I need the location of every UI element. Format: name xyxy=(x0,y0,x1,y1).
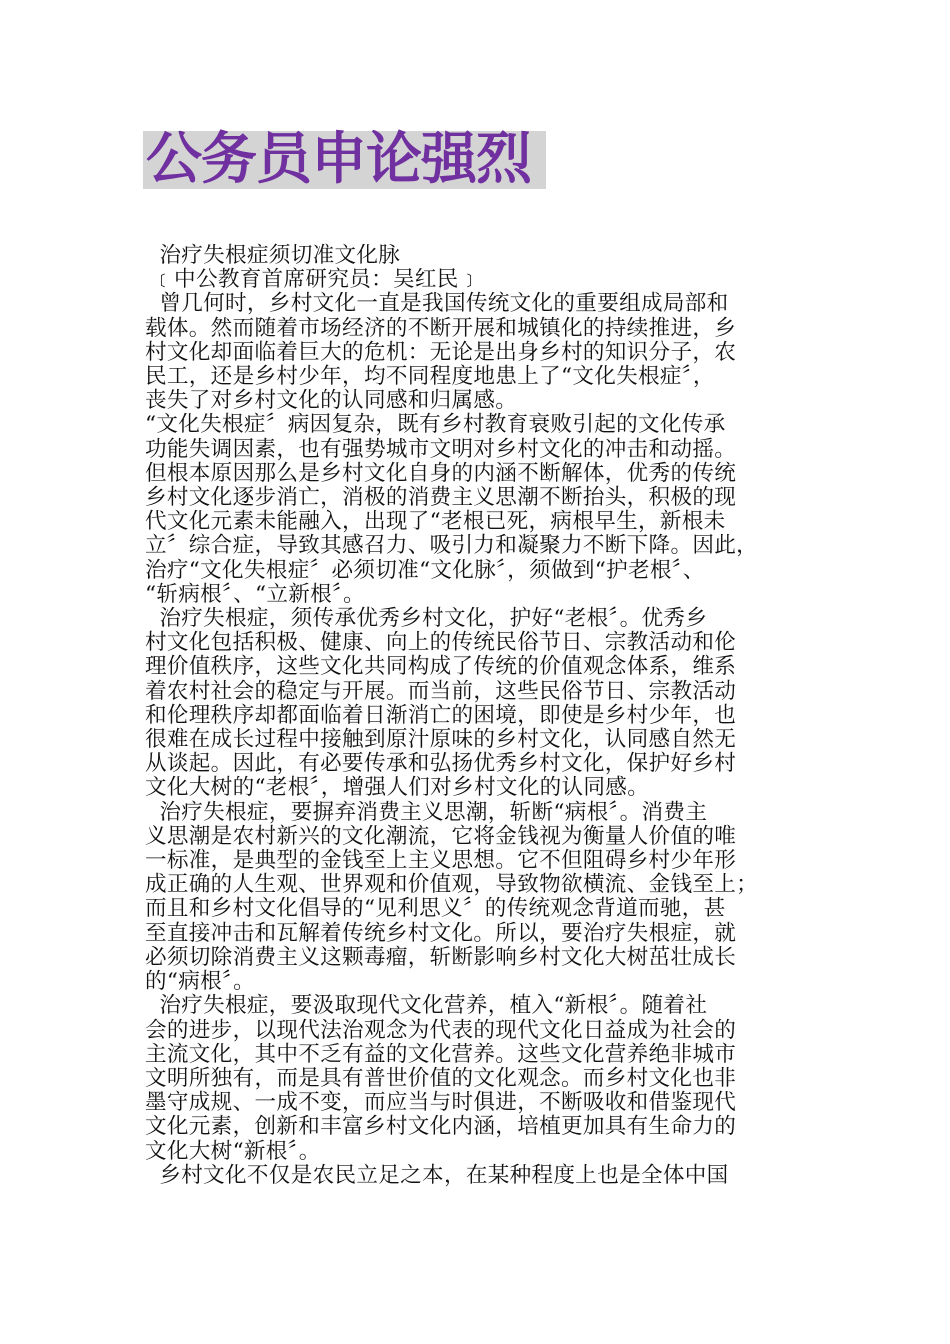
body-line: 乡村文化不仅是农民立足之本，在某种程度上也是全体中国 xyxy=(145,1162,729,1188)
body-line: 很难在成长过程中接触到原汁原味的乡村文化，认同感自然无 xyxy=(145,727,737,753)
body-line: 曾几何时，乡村文化一直是我国传统文化的重要组成局部和 xyxy=(145,291,729,317)
body-line: 治疗“文化失根症〞必须切准“文化脉〞，须做到“护老根〞、 xyxy=(145,557,705,583)
body-line: “斩病根〞、“立新根〞。 xyxy=(145,581,366,607)
document-title: 公务员申论强烈 xyxy=(146,127,531,192)
body-line: 文化大树“新根〞。 xyxy=(145,1138,321,1164)
body-line: 义思潮是农村新兴的文化潮流，它将金钱视为衡量人价值的唯 xyxy=(145,823,737,849)
body-line: 和伦理秩序却都面临着日渐消亡的困境，即使是乡村少年，也 xyxy=(145,702,737,728)
body-line: 文化元素，创新和丰富乡村文化内涵，培植更加具有生命力的 xyxy=(145,1114,737,1140)
body-line: 载体。然而随着市场经济的不断开展和城镇化的持续推进，乡 xyxy=(145,315,737,341)
body-line: “文化失根症〞病因复杂，既有乡村教育衰败引起的文化传承 xyxy=(145,412,726,438)
body-line: 村文化包括积极、健康、向上的传统民俗节日、宗教活动和伦 xyxy=(145,630,737,656)
body-line: 会的进步，以现代法治观念为代表的现代文化日益成为社会的 xyxy=(145,1017,737,1043)
body-line: 治疗失根症，须传承优秀乡村文化，护好“老根〞。优秀乡 xyxy=(145,606,708,632)
document-body xyxy=(145,244,815,1188)
body-line: 功能失调因素，也有强势城市文明对乡村文化的冲击和动摇。 xyxy=(145,436,737,462)
body-line: 代文化元素未能融入，出现了“老根已死，病根早生，新根未 xyxy=(145,509,726,535)
body-line: 的“病根〞。 xyxy=(145,969,256,995)
body-line: 必须切除消费主义这颗毒瘤，斩断影响乡村文化大树茁壮成长 xyxy=(145,944,737,970)
body-line: 治疗失根症，要汲取现代文化营养，植入“新根〞。随着社 xyxy=(145,993,708,1019)
subtitle: 治疗失根症须切准文化脉 xyxy=(145,243,401,268)
body-line: 理价值秩序，这些文化共同构成了传统的价值观念体系，维系 xyxy=(145,654,737,680)
body-line: 从谈起。因此，有必要传承和弘扬优秀乡村文化，保护好乡村 xyxy=(145,751,737,777)
body-line: 文化大树的“老根〞，增强人们对乡村文化的认同感。 xyxy=(145,775,650,801)
body-line: 治疗失根症，要摒弃消费主义思潮，斩断“病根〞。消费主 xyxy=(145,799,708,825)
body-line: 主流文化，其中不乏有益的文化营养。这些文化营养绝非城市 xyxy=(145,1041,737,1067)
author-line: ﹝中公教育首席研究员：吴红民﹞ xyxy=(145,267,481,293)
body-line: 民工，还是乡村少年，均不同程度地患上了“文化失根症〞， xyxy=(145,364,715,390)
body-line: 着农村社会的稳定与开展。而当前，这些民俗节日、宗教活动 xyxy=(145,678,737,704)
body-line: 一标准，是典型的金钱至上主义思想。它不但阻碍乡村少年形 xyxy=(145,848,737,874)
body-line: 村文化却面临着巨大的危机：无论是出身乡村的知识分子，农 xyxy=(145,339,737,365)
body-line: 而且和乡村文化倡导的“见利思义〞的传统观念背道而驰，甚 xyxy=(145,896,726,922)
body-line: 乡村文化逐步消亡，消极的消费主义思潮不断抬头，积极的现 xyxy=(145,485,737,511)
body-line: 丧失了对乡村文化的认同感和归属感。 xyxy=(145,388,518,414)
body-line: 至直接冲击和瓦解着传统乡村文化。所以，要治疗失根症，就 xyxy=(145,920,737,946)
body-line: 墨守成规、一成不变，而应当与时俱进，不断吸收和借鉴现代 xyxy=(145,1090,737,1116)
body-line: 但根本原因那么是乡村文化自身的内涵不断解体，优秀的传统 xyxy=(145,460,737,486)
body-line: 成正确的人生观、世界观和价值观，导致物欲横流、金钱至上； xyxy=(145,872,759,898)
body-line: 文明所独有，而是具有普世价值的文化观念。而乡村文化也非 xyxy=(145,1065,737,1091)
body-line: 立〞综合症，导致其感召力、吸引力和凝聚力不断下降。因此， xyxy=(145,533,759,559)
